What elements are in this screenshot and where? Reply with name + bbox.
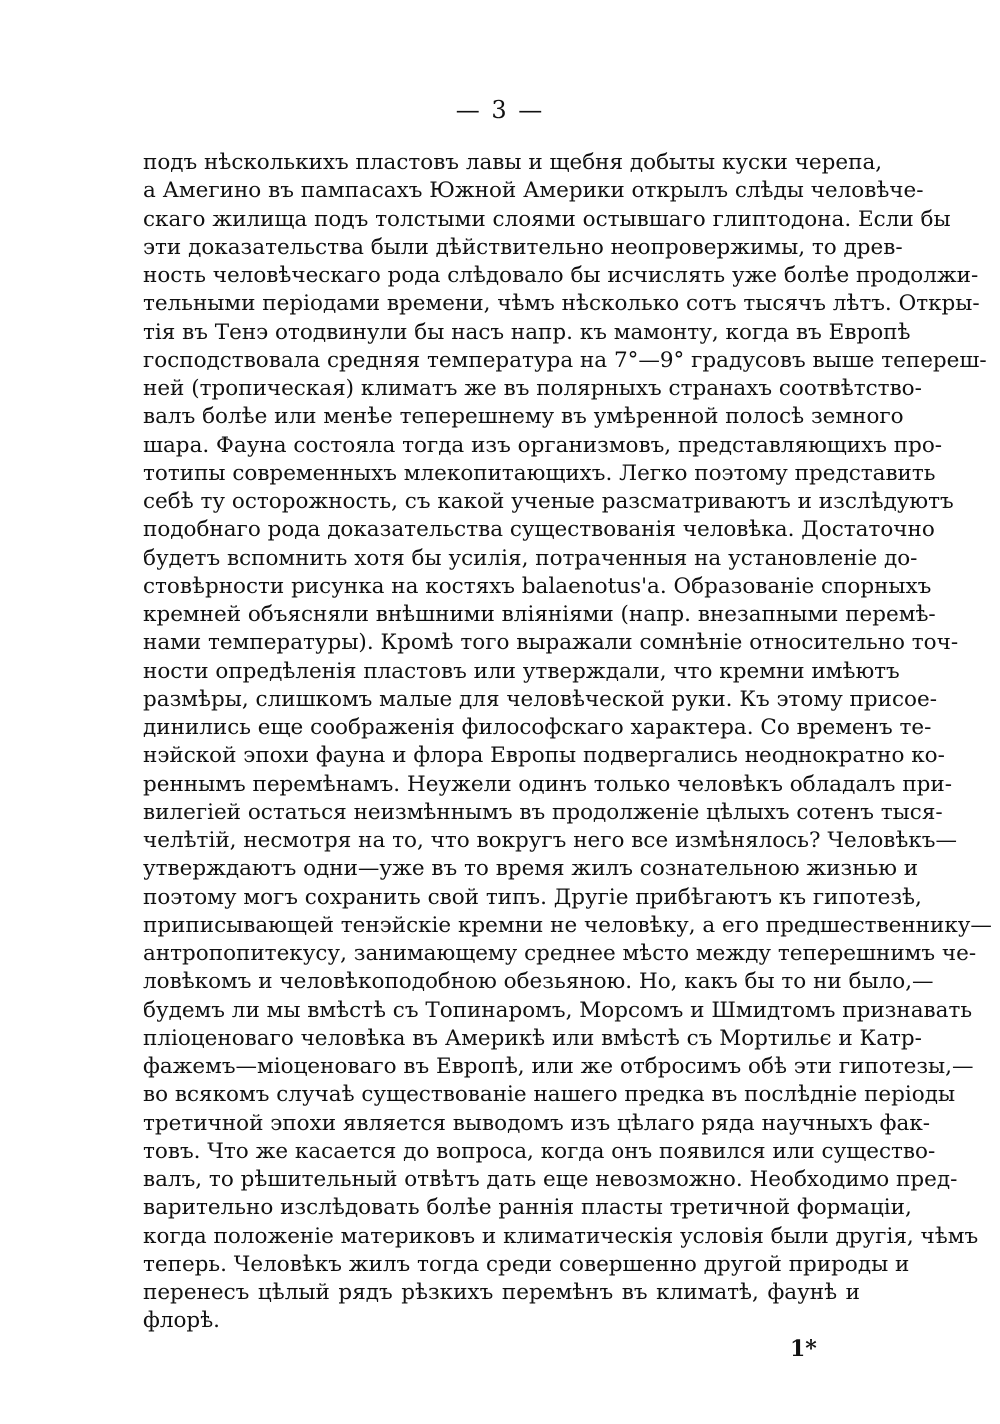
text-line: скаго жилища подъ толстыми слоями остывшаго глиптодона. Если бы bbox=[143, 206, 951, 232]
text-line: валъ болѣе или менѣе теперешнему въ умѣренной полосѣ земного bbox=[143, 404, 904, 430]
text-line: подъ нѣсколькихъ пластовъ лавы и щебня добыты куски черепа, bbox=[143, 150, 883, 175]
page-number: — 3 — bbox=[455, 96, 545, 124]
text-line: утверждаютъ одни—уже въ то время жилъ сознательною жизнью и bbox=[143, 856, 919, 882]
text-line: перенесъ цѣлый рядъ рѣзкихъ перемѣнъ въ климатѣ, фаунѣ и bbox=[143, 1280, 860, 1305]
text-line: шара. Фауна состояла тогда изъ организмовъ, представляющихъ про- bbox=[143, 432, 943, 458]
text-line: ней (тропическая) климатъ же въ полярныхъ странахъ соотвѣтство- bbox=[143, 376, 922, 401]
text-line: ловѣкомъ и человѣкоподобною обезьяною. Но, какъ бы то ни было,— bbox=[143, 969, 934, 995]
text-line: антропопитекусу, занимающему среднее мѣсто между теперешнимъ че- bbox=[143, 941, 977, 966]
text-line: нэйской эпохи фауна и флора Европы подвергались неоднократно ко- bbox=[143, 743, 945, 769]
text-line: будемъ ли мы вмѣстѣ съ Топинаромъ, Морсомъ и Шмидтомъ признавать bbox=[143, 997, 973, 1023]
text-line: пліоценоваго человѣка въ Америкѣ или вмѣстѣ съ Мортильє и Катр- bbox=[143, 1025, 922, 1051]
text-line: приписывающей тенэйскіе кремни не человѣку, а его предшественнику— bbox=[143, 912, 992, 938]
text-line: стовѣрности рисунка на костяхъ balaenotus'а. Образованіе спорныхъ bbox=[143, 573, 932, 599]
text-line: себѣ ту осторожность, съ какой ученые разсматриваютъ и изслѣдуютъ bbox=[143, 489, 954, 514]
body-text bbox=[143, 149, 992, 1336]
text-line: реннымъ перемѣнамъ. Неужели одинъ только человѣкъ обладалъ при- bbox=[143, 771, 953, 797]
text-line: а Амегино въ пампасахъ Южной Америки открылъ слѣды человѣче- bbox=[143, 178, 924, 204]
text-line: эти доказательства были дѣйствительно неопровержимы, то древ- bbox=[143, 234, 903, 260]
text-line: будетъ вспомнить хотя бы усилія, потраченныя на установленіе до- bbox=[143, 545, 918, 571]
text-line: ность человѣческаго рода слѣдовало бы исчислять уже болѣе продолжи- bbox=[143, 263, 979, 288]
text-line: во всякомъ случаѣ существованіе нашего предка въ послѣдніе періоды bbox=[143, 1082, 956, 1108]
text-line: челѣтій, несмотря на то, что вокругъ него все измѣнялось? Человѣкъ— bbox=[143, 828, 957, 853]
signature-mark: 1* bbox=[790, 1336, 817, 1362]
text-line: тія въ Тенэ отодвинули бы насъ напр. къ мамонту, когда въ Европѣ bbox=[143, 319, 911, 345]
text-line: вилегіей остаться неизмѣннымъ въ продолженіе цѣлыхъ сотенъ тыся- bbox=[143, 799, 943, 825]
text-line: теперь. Человѣкъ жилъ тогда среди совершенно другой природы и bbox=[143, 1251, 910, 1277]
text-line: ности опредѣленія пластовъ или утверждали, что кремни имѣютъ bbox=[143, 658, 900, 684]
text-line: флорѣ. bbox=[143, 1308, 220, 1334]
text-line: подобнаго рода доказательства существованія человѣка. Достаточно bbox=[143, 517, 935, 543]
text-line: когда положеніе материковъ и климатическія условія были другія, чѣмъ bbox=[143, 1223, 979, 1249]
text-line: динились еще соображенія философскаго характера. Со временъ те- bbox=[143, 715, 932, 740]
text-line: тельными періодами времени, чѣмъ нѣсколько сотъ тысячъ лѣтъ. Откры- bbox=[143, 291, 980, 317]
text-line: фажемъ—міоценоваго въ Европѣ, или же отбросимъ обѣ эти гипотезы,— bbox=[143, 1054, 974, 1079]
text-line: размѣры, слишкомъ малые для человѣческой руки. Къ этому присое- bbox=[143, 686, 937, 712]
text-line: поэтому могъ сохранить свой типъ. Другіе прибѣгаютъ къ гипотезѣ, bbox=[143, 884, 922, 910]
text-line: господствовала средняя температура на 7°—9° градусовъ выше теперeш- bbox=[143, 347, 987, 373]
text-line: третичной эпохи является выводомъ изъ цѣлаго ряда научныхъ фак- bbox=[143, 1110, 931, 1136]
text-line: варительно изслѣдовать болѣе раннія пласты третичной формаціи, bbox=[143, 1195, 912, 1221]
text-line: товъ. Что же касается до вопроса, когда онъ появился или существо- bbox=[143, 1138, 936, 1164]
text-line: кремней объясняли внѣшними вліяніями (напр. внезапными перемѣ- bbox=[143, 602, 936, 627]
text-line: валъ, то рѣшительный отвѣтъ дать еще невозможно. Необходимо пред- bbox=[143, 1167, 958, 1192]
text-line: тотипы современныхъ млекопитающихъ. Легко поэтому представить bbox=[143, 460, 936, 486]
text-line: нами температуры). Кромѣ того выражали сомнѣніе относительно точ- bbox=[143, 630, 959, 656]
